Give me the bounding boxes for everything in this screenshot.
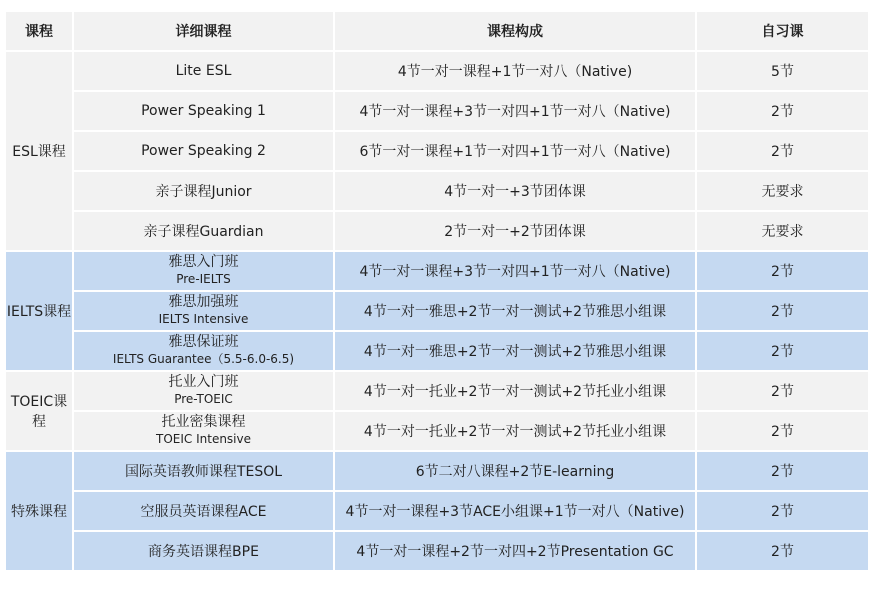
table-row: [6, 172, 868, 210]
table-row: [6, 492, 868, 530]
course-name: 托业密集课程: [161, 414, 246, 430]
course-composition: 6节一对一课程+1节一对四+1节一对八（Native): [335, 132, 695, 170]
course-name: 雅思保证班: [168, 334, 239, 350]
table-row: [6, 212, 868, 250]
table-row: [6, 252, 868, 290]
course-name: 雅思入门班: [168, 254, 239, 270]
course-name: Power Speaking 1: [74, 92, 333, 130]
course-subname: TOEIC Intensive: [156, 432, 251, 446]
self-study: 5节: [697, 52, 868, 90]
group-esl: ESL课程: [6, 52, 72, 250]
self-study: 2节: [697, 452, 868, 490]
course-composition: 4节一对一课程+3节一对四+1节一对八（Native): [335, 252, 695, 290]
table-row: [6, 452, 868, 490]
header-detail: 详细课程: [74, 12, 333, 50]
course-composition: 4节一对一课程+3节ACE小组课+1节一对八（Native): [335, 492, 695, 530]
self-study: 2节: [697, 292, 868, 330]
course-name-cell: [74, 252, 333, 290]
course-composition: 4节一对一雅思+2节一对一测试+2节雅思小组课: [335, 332, 695, 370]
course-name: 亲子课程Junior: [74, 172, 333, 210]
course-name: Lite ESL: [74, 52, 333, 90]
table-row: [6, 92, 868, 130]
self-study: 2节: [697, 492, 868, 530]
header-self-study: 自习课: [697, 12, 868, 50]
header-composition: 课程构成: [335, 12, 695, 50]
table-row: [6, 412, 868, 450]
course-name: 雅思加强班: [168, 294, 239, 310]
course-table: [4, 10, 870, 572]
table-row: [6, 532, 868, 570]
table-row: [6, 132, 868, 170]
table-row: [6, 292, 868, 330]
course-subname: IELTS Guarantee（5.5-6.0-6.5): [112, 352, 295, 366]
course-subname: Pre-IELTS: [176, 272, 231, 286]
course-composition: 4节一对一课程+3节一对四+1节一对八（Native): [335, 92, 695, 130]
course-composition: 4节一对一课程+2节一对四+2节Presentation GC: [335, 532, 695, 570]
course-composition: 2节一对一+2节团体课: [335, 212, 695, 250]
table-row: [6, 52, 868, 90]
course-composition: 6节二对八课程+2节E-learning: [335, 452, 695, 490]
course-name-cell: [74, 292, 333, 330]
course-name: 亲子课程Guardian: [74, 212, 333, 250]
course-name-cell: [74, 412, 333, 450]
group-special: 特殊课程: [6, 452, 72, 570]
self-study: 2节: [697, 252, 868, 290]
table-row: [6, 372, 868, 410]
self-study: 2节: [697, 332, 868, 370]
header-course: 课程: [6, 12, 72, 50]
course-subname: IELTS Intensive: [158, 312, 249, 326]
course-composition: 4节一对一托业+2节一对一测试+2节托业小组课: [335, 372, 695, 410]
course-name: 国际英语教师课程TESOL: [74, 452, 333, 490]
group-ielts: IELTS课程: [6, 252, 72, 370]
course-subname: Pre-TOEIC: [174, 392, 233, 406]
header-row: [6, 12, 868, 50]
self-study: 2节: [697, 532, 868, 570]
self-study: 2节: [697, 372, 868, 410]
course-name: 空服员英语课程ACE: [74, 492, 333, 530]
self-study: 无要求: [697, 212, 868, 250]
course-name-cell: [74, 372, 333, 410]
course-composition: 4节一对一+3节团体课: [335, 172, 695, 210]
self-study: 2节: [697, 412, 868, 450]
table-row: [6, 332, 868, 370]
self-study: 2节: [697, 92, 868, 130]
course-composition: 4节一对一雅思+2节一对一测试+2节雅思小组课: [335, 292, 695, 330]
course-name: Power Speaking 2: [74, 132, 333, 170]
self-study: 2节: [697, 132, 868, 170]
course-name: 托业入门班: [168, 374, 239, 390]
self-study: 无要求: [697, 172, 868, 210]
course-name: 商务英语课程BPE: [74, 532, 333, 570]
course-composition: 4节一对一课程+1节一对八（Native): [335, 52, 695, 90]
course-name-cell: [74, 332, 333, 370]
course-composition: 4节一对一托业+2节一对一测试+2节托业小组课: [335, 412, 695, 450]
group-toeic: TOEIC课程: [6, 372, 72, 450]
